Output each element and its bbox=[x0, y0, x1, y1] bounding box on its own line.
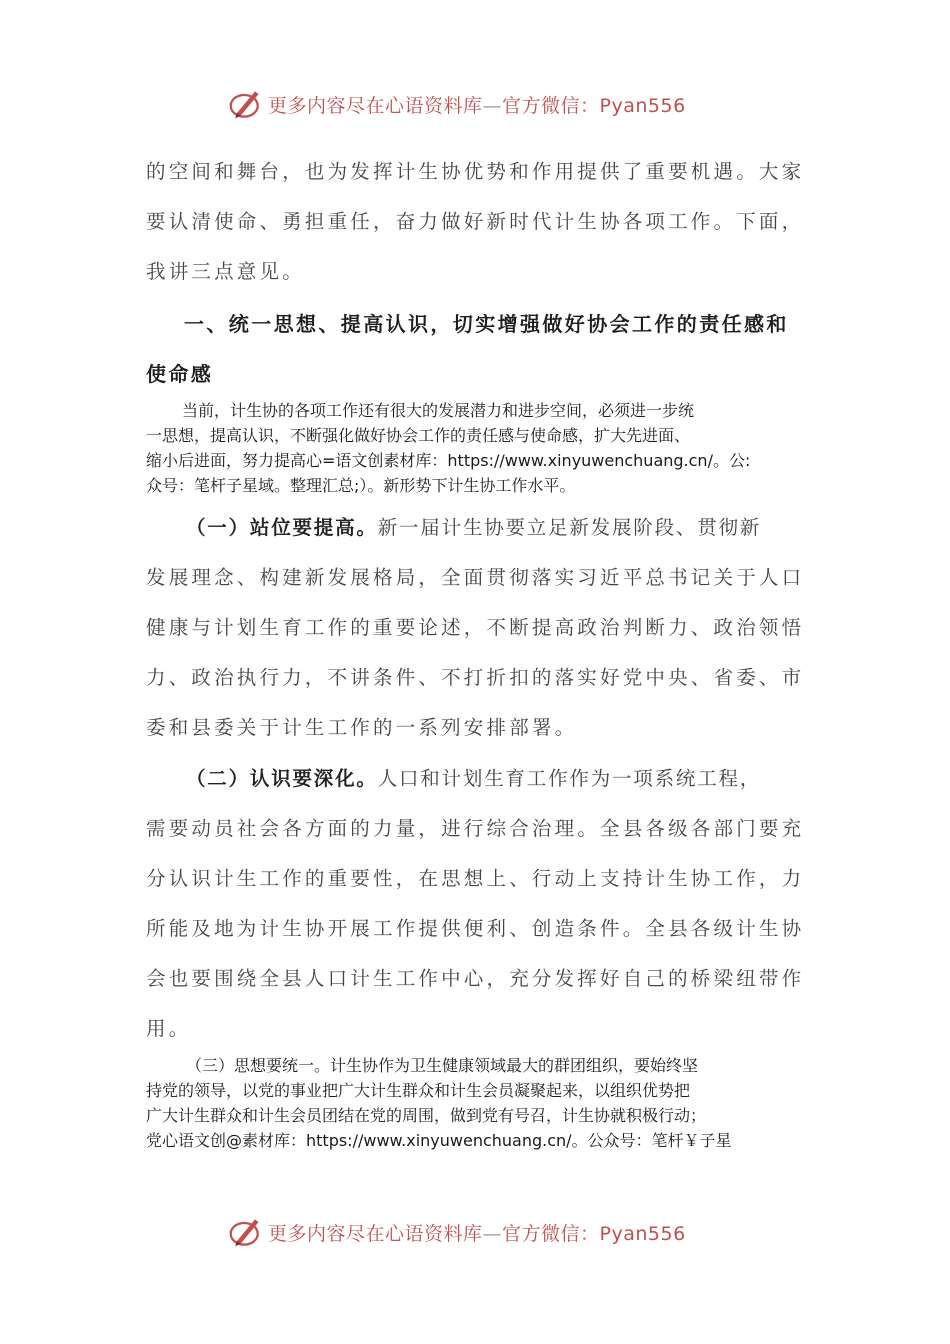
point2-line-3: 分认识计生工作的重要性，在思想上、行动上支持计生协工作，力 bbox=[146, 867, 805, 890]
point1-first: 新一届计生协要立足新发展阶段、贯彻新 bbox=[377, 516, 762, 539]
point1-line-5: 委和县委关于计生工作的一系列安排部署。 bbox=[146, 716, 578, 739]
banner-text bbox=[268, 1219, 686, 1246]
banner-official: 官方微信： bbox=[502, 94, 600, 117]
section-heading-line-2: 使命感 bbox=[146, 362, 214, 386]
intro-line-2: 要认清使命、勇担重任，奋力做好新时代计生协各项工作。下面， bbox=[146, 210, 805, 233]
point3-line-2: 持党的领导，以党的事业把广大计生群众和计生会员凝聚起来，以组织优势把 bbox=[146, 1081, 691, 1100]
banner-main: 更多内容尽在心语资料库 bbox=[268, 94, 483, 117]
section1-para-line-4: 众号：笔杆子星域。整理汇总;）。新形势下计生协工作水平。 bbox=[146, 476, 576, 495]
point1-line-2: 发展理念、构建新发展格局，全面贯彻落实习近平总书记关于人口 bbox=[146, 566, 805, 589]
pen-logo-icon bbox=[228, 86, 264, 122]
header-banner bbox=[228, 84, 686, 124]
banner-brand: Pyan556 bbox=[599, 94, 686, 117]
point2-first: 人口和计划生育工作作为一项系统工程， bbox=[377, 767, 762, 790]
point3-line-4: 党心语文创@素材库：https://www.xinyuwenchuang.cn/。公众号：笔杆￥子星 bbox=[146, 1131, 732, 1150]
point3-line-3: 广大计生群众和计生会员团结在党的周围，做到党有号召，计生协就积极行动； bbox=[146, 1106, 707, 1125]
banner-main: 更多内容尽在心语资料库 bbox=[268, 1222, 483, 1245]
point3-line-1: （三）思想要统一。计生协作为卫生健康领域最大的群团组织，要始终坚 bbox=[186, 1056, 699, 1075]
point2-line-2: 需要动员社会各方面的力量，进行综合治理。全县各级各部门要充 bbox=[146, 817, 805, 840]
section1-para-line-1: 当前，计生协的各项工作还有很大的发展潜力和进步空间，必须进一步统 bbox=[182, 401, 695, 420]
point1-line-1 bbox=[186, 512, 806, 540]
point2-title: （二）认识要深化。 bbox=[186, 767, 378, 790]
footer-banner bbox=[228, 1212, 686, 1252]
section1-para-line-2: 一思想，提高认识，不断强化做好协会工作的责任感与使命感，扩大先进面、 bbox=[146, 426, 691, 445]
point1-title: （一）站位要提高。 bbox=[186, 516, 378, 539]
point2-line-1 bbox=[186, 763, 806, 791]
point1-line-4: 力、政治执行力，不讲条件、不打折扣的落实好党中央、省委、市 bbox=[146, 666, 805, 689]
intro-line-1: 的空间和舞台，也为发挥计生协优势和作用提供了重要机遇。大家 bbox=[146, 160, 805, 183]
point2-line-6: 用。 bbox=[146, 1017, 192, 1040]
point1-line-3: 健康与计划生育工作的重要论述，不断提高政治判断力、政治领悟 bbox=[146, 616, 805, 639]
point2-line-4: 所能及地为计生协开展工作提供便利、创造条件。全县各级计生协 bbox=[146, 917, 805, 940]
intro-line-3: 我讲三点意见。 bbox=[146, 260, 305, 283]
point2-line-5: 会也要围绕全县人口计生工作中心，充分发挥好自己的桥梁纽带作 bbox=[146, 967, 805, 990]
section-heading-line-1: 一、统一思想、提高认识，切实增强做好协会工作的责任感和 bbox=[184, 312, 789, 336]
banner-separator: — bbox=[482, 94, 503, 117]
banner-text bbox=[268, 91, 686, 118]
banner-separator: — bbox=[482, 1222, 503, 1245]
section1-para-line-3: 缩小后进面，努力提高心=语文创素材库：https://www.xinyuwenchuang.cn/。公: bbox=[146, 451, 751, 470]
pen-logo-icon bbox=[228, 1214, 264, 1250]
banner-brand: Pyan556 bbox=[599, 1222, 686, 1245]
banner-official: 官方微信： bbox=[502, 1222, 600, 1245]
